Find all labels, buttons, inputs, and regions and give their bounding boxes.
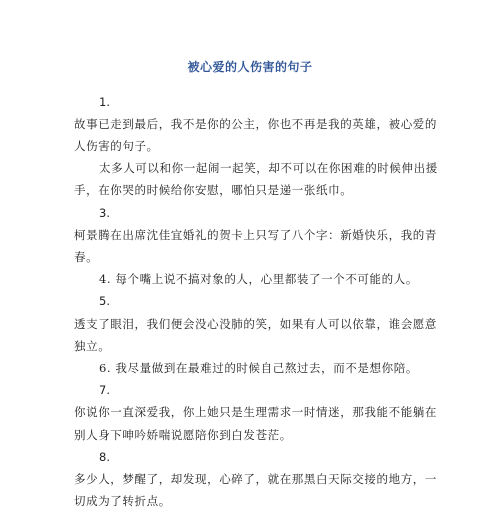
paragraph-number-1: 1. (99, 95, 110, 109)
paragraph-5-line-1: 透支了眼泪，我们便会没心没肺的笑，如果有人可以依靠，谁会愿意 (74, 317, 437, 331)
paragraph-3-line-1: 柯景腾在出席沈佳宜婚礼的贺卡上只写了八个字：新婚快乐，我的青 (74, 228, 437, 242)
paragraph-8-line-2: 切成为了转折点。 (74, 494, 171, 508)
paragraph-7-line-2: 别人身下呻吟娇喘说愿陪你到白发苍茫。 (74, 428, 292, 442)
paragraph-3-line-2: 春。 (74, 250, 99, 264)
paragraph-number-5: 5. (99, 294, 110, 308)
paragraph-4-line-1: 4. 每个嘴上说不搞对象的人，心里都装了一个不可能的人。 (99, 272, 418, 286)
paragraph-1-line-1: 故事已走到最后，我不是你的公主，你也不再是我的英雄，被心爱的 (74, 117, 437, 131)
paragraph-6-line-1: 6. 我尽量做到在最难过的时候自己熬过去，而不是想你陪。 (99, 361, 418, 375)
paragraph-2-line-2: 手，在你哭的时候给你安慰，哪怕只是递一张纸巾。 (74, 183, 353, 197)
document-title: 被心爱的人伤害的句子 (187, 60, 313, 74)
paragraph-number-8: 8. (99, 450, 110, 464)
paragraph-5-line-2: 独立。 (74, 339, 111, 353)
paragraph-7-line-1: 你说你一直深爱我，你上她只是生理需求一时情迷，那我能不能躺在 (74, 405, 437, 419)
paragraph-2-line-1: 太多人可以和你一起闹一起笑，却不可以在你困难的时候伸出援 (99, 161, 438, 175)
paragraph-number-3: 3. (99, 206, 110, 220)
paragraph-8-line-1: 多少人，梦醒了，却发现，心碎了，就在那黑白天际交接的地方，一 (74, 472, 437, 486)
paragraph-number-7: 7. (99, 383, 110, 397)
paragraph-1-line-2: 人伤害的句子。 (74, 139, 159, 153)
